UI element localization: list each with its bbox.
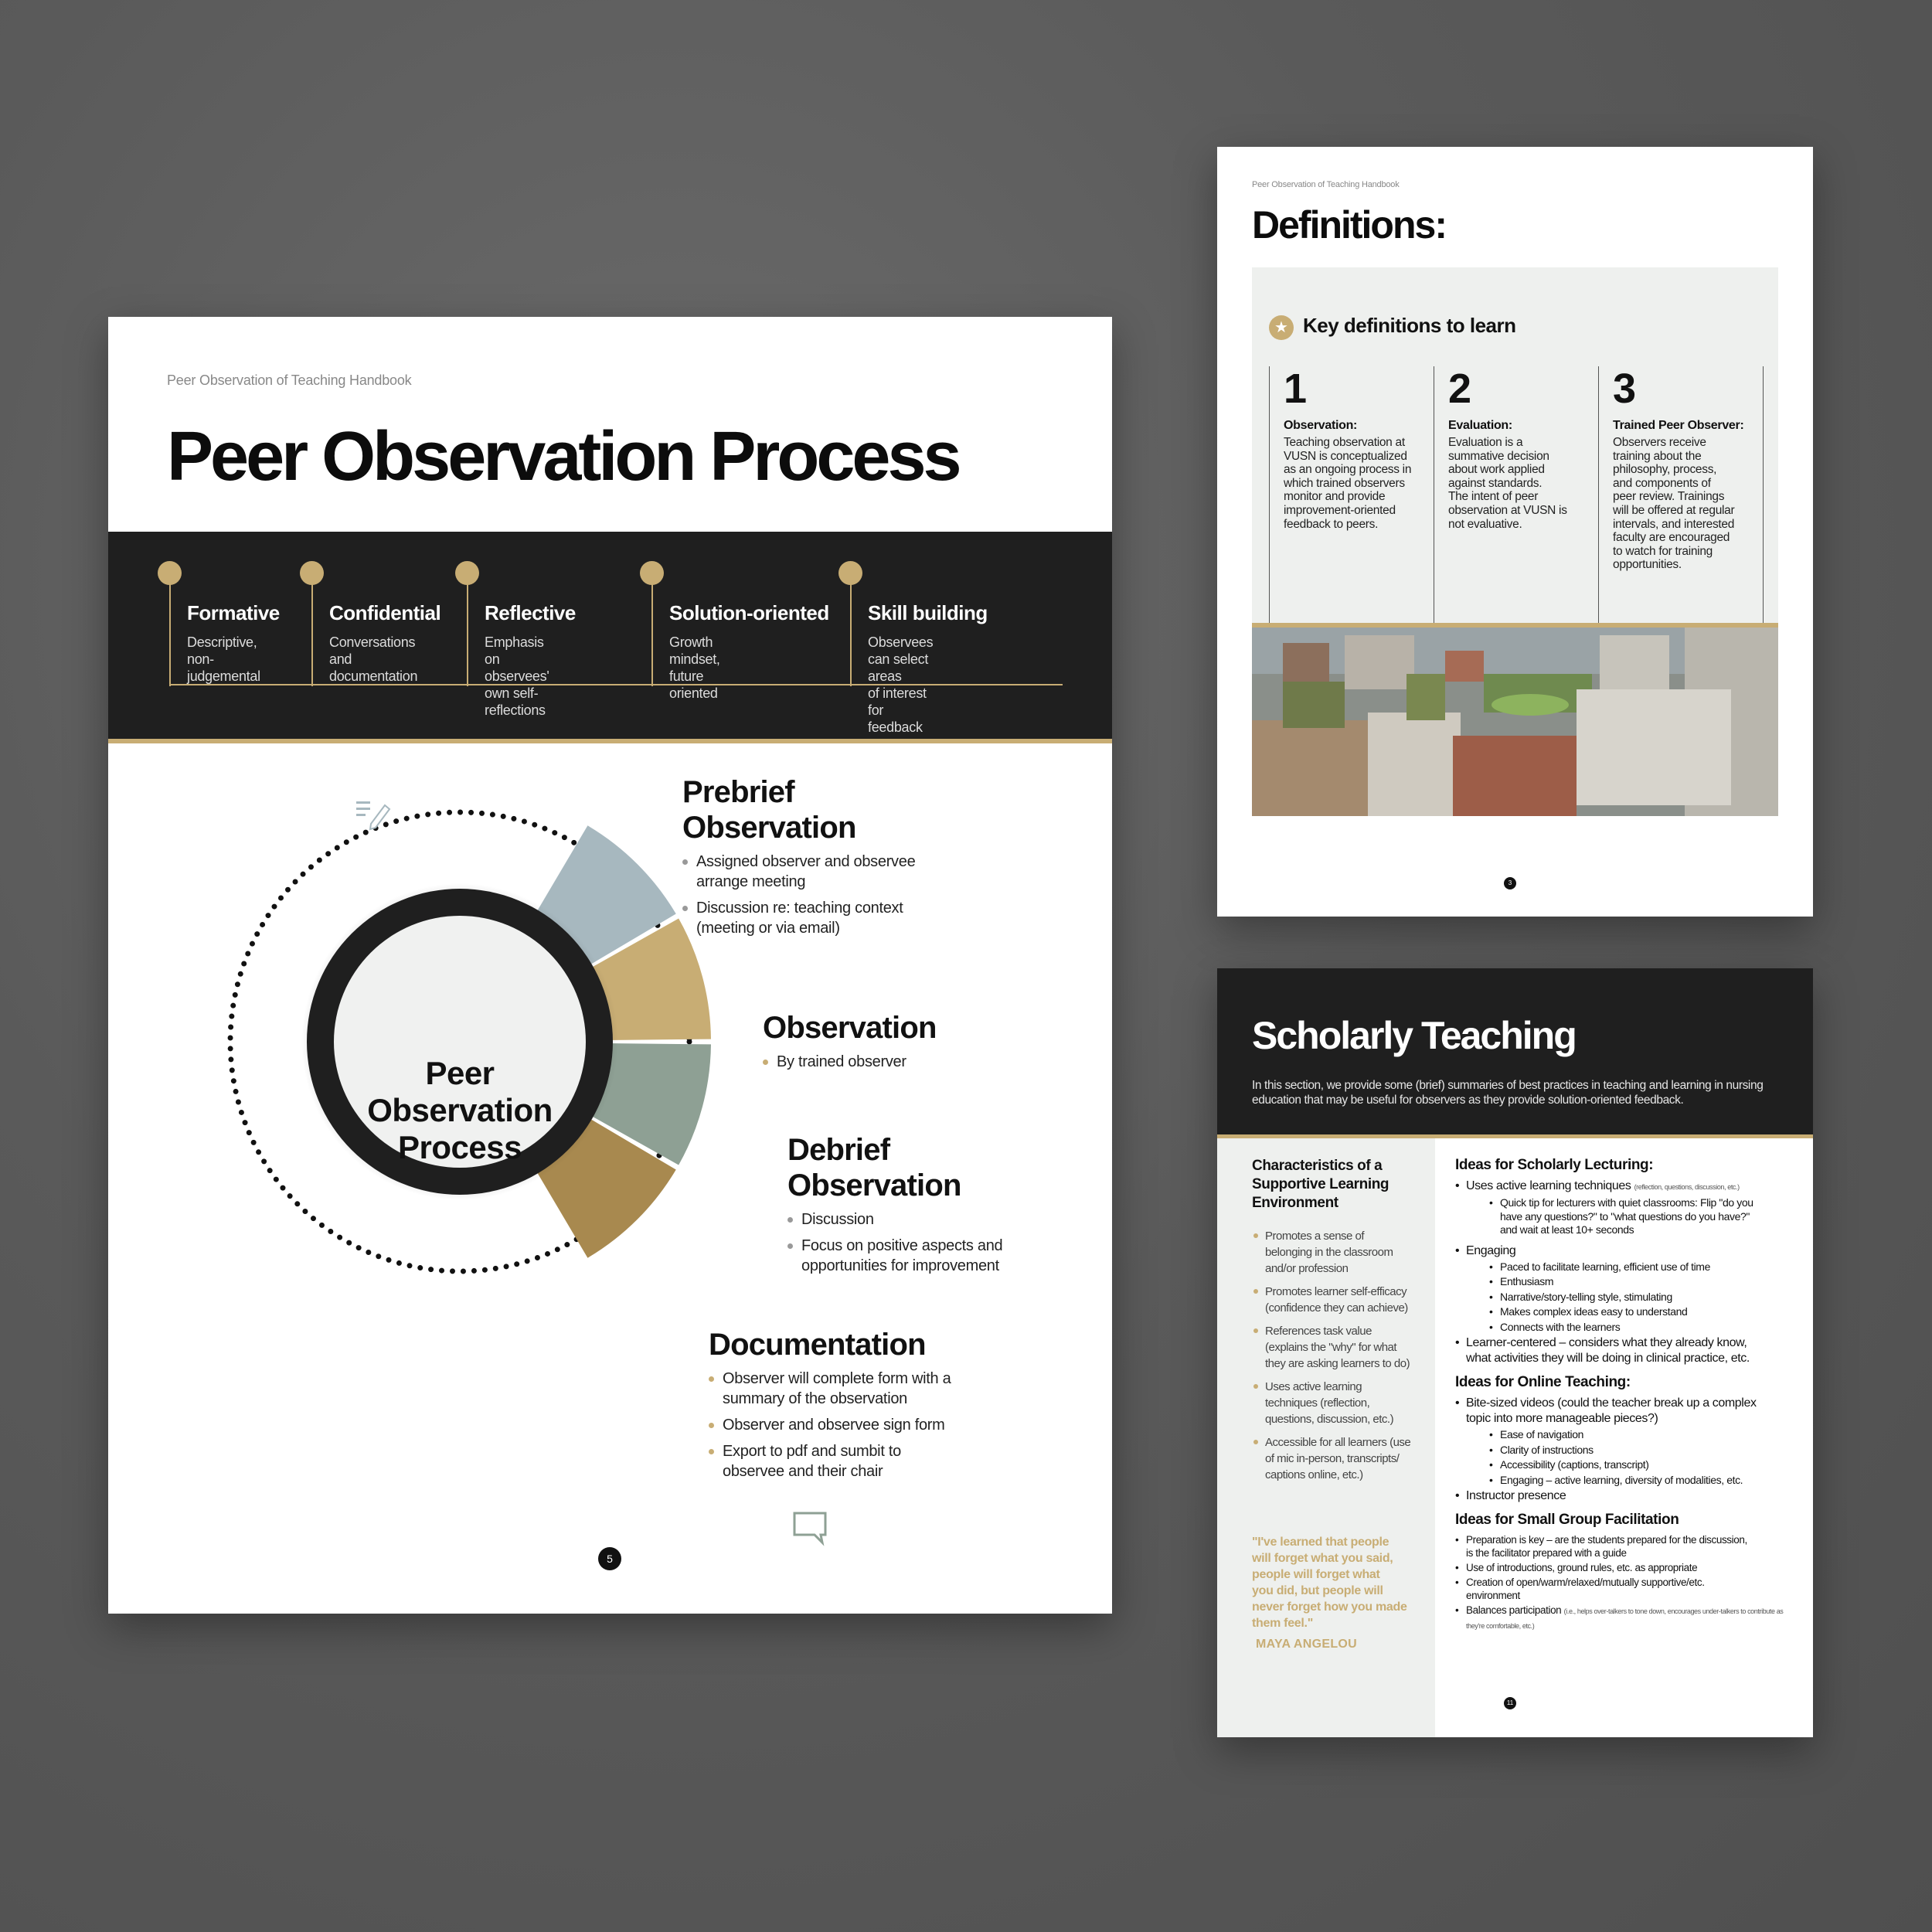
principle-title: Formative bbox=[187, 601, 280, 624]
definition-observation bbox=[1269, 366, 1434, 626]
list-subitem: • Connects with the learners bbox=[1455, 1321, 1795, 1335]
step-debrief bbox=[787, 1132, 1002, 1282]
list-item: • Use of introductions, ground rules, etc. as appropriate bbox=[1455, 1561, 1795, 1574]
principle-desc: Observees can select areas of interest for feedback bbox=[868, 634, 934, 735]
step-bullet: Assigned observer and observee arrange meeting bbox=[682, 852, 915, 892]
list-subitem: • Narrative/story-telling style, stimulating bbox=[1455, 1291, 1795, 1304]
chat-bubbles-icon bbox=[773, 1513, 825, 1553]
definition-text: Evaluation is a summative decision about work applied against standards. The intent of peer observation at VUSN is not evaluative. bbox=[1448, 436, 1567, 531]
cycle-center-label: Peer Observation Process bbox=[367, 1055, 553, 1165]
item-note: (i.e., helps over-talkers to tone down, encourages under-talkers to contribute as they're comfortable, etc.) bbox=[1466, 1607, 1784, 1630]
list-subitem: • Accessibility (captions, transcript) bbox=[1455, 1458, 1795, 1472]
principle-title: Confidential bbox=[329, 601, 441, 624]
item-text: Uses active learning techniques bbox=[1466, 1179, 1631, 1192]
page-number: 11 bbox=[1504, 1697, 1516, 1709]
page-title: Peer Observation Process bbox=[167, 418, 959, 495]
star-icon: ★ bbox=[1269, 315, 1294, 340]
list-item: Promotes learner self-efficacy (confidence they can achieve) bbox=[1252, 1284, 1430, 1316]
sidebar-title: Characteristics of a Supportive Learning Environment bbox=[1252, 1158, 1389, 1211]
step-bullet: Discussion bbox=[787, 1209, 1002, 1230]
definition-evaluation bbox=[1434, 366, 1598, 626]
definition-number: 2 bbox=[1448, 366, 1472, 412]
running-head: Peer Observation of Teaching Handbook bbox=[1252, 180, 1400, 189]
definition-term: Evaluation: bbox=[1448, 419, 1512, 432]
step-prebrief bbox=[682, 774, 915, 944]
list-item: Promotes a sense of belonging in the classroom and/or profession bbox=[1252, 1228, 1430, 1277]
principle-desc: Conversations and documentation bbox=[329, 634, 418, 684]
principle-desc: Emphasis on observees' own self-reflections bbox=[485, 634, 549, 718]
principle-title: Solution-oriented bbox=[669, 601, 829, 624]
pin-stem bbox=[850, 578, 852, 686]
section-heading: Ideas for Small Group Facilitation bbox=[1455, 1512, 1679, 1528]
scholarly-title: Scholarly Teaching bbox=[1252, 1014, 1576, 1057]
definitions-page bbox=[1217, 147, 1813, 917]
step-bullet: By trained observer bbox=[763, 1052, 937, 1072]
pull-quote: "I've learned that people will forget what you said, people will forget what you did, but people will never forget how you made them feel." bbox=[1252, 1536, 1407, 1630]
section-heading: Ideas for Online Teaching: bbox=[1455, 1374, 1631, 1390]
quote-author: MAYA ANGELOU bbox=[1256, 1638, 1358, 1651]
step-bullet: Observer and observee sign form bbox=[709, 1415, 951, 1435]
step-title: Documentation bbox=[709, 1328, 926, 1362]
step-title: Prebrief Observation bbox=[682, 775, 856, 845]
list-item: • Preparation is key – are the students prepared for the discussion, is the facilitator prepared with a guide bbox=[1455, 1533, 1795, 1560]
principle-desc: Growth mindset, future oriented bbox=[669, 634, 720, 701]
list-item: • Instructor presence bbox=[1455, 1488, 1795, 1504]
sidebar-list bbox=[1252, 1228, 1430, 1490]
principle-desc: Descriptive, non-judgemental bbox=[187, 634, 260, 684]
step-documentation bbox=[709, 1327, 951, 1488]
list-item: • Bite-sized videos (could the teacher break up a complex topic into more manageable pieces?) bbox=[1455, 1396, 1795, 1427]
step-bullet: Observer will complete form with a summary of the observation bbox=[709, 1369, 951, 1409]
list-subitem: • Engaging – active learning, diversity of modalities, etc. bbox=[1455, 1474, 1795, 1488]
principle-title: Skill building bbox=[868, 601, 988, 624]
pin-stem bbox=[467, 578, 468, 686]
definition-term: Observation: bbox=[1284, 419, 1358, 432]
step-bullet: Export to pdf and sumbit to observee and their chair bbox=[709, 1441, 951, 1481]
list-item: • Learner-centered – considers what they already know, what activities they will be doing in clinical practice, etc. bbox=[1455, 1335, 1795, 1366]
definition-trained-peer-observer bbox=[1598, 366, 1764, 626]
pin-stem bbox=[311, 578, 313, 686]
step-observation bbox=[763, 1010, 937, 1078]
page-number: 3 bbox=[1504, 877, 1516, 889]
definitions-panel bbox=[1252, 267, 1778, 623]
step-bullet: Discussion re: teaching context (meeting or via email) bbox=[682, 898, 915, 938]
page-number: 5 bbox=[598, 1547, 621, 1570]
pin-stem bbox=[651, 578, 653, 686]
definition-text: Observers receive training about the philosophy, process, and components of peer review. Trainings will be offered at regular intervals, and interested faculty are encouraged to watch for training opportunities. bbox=[1613, 436, 1735, 572]
list-subitem: • Enthusiasm bbox=[1455, 1275, 1795, 1289]
process-page bbox=[108, 317, 1112, 1614]
running-head: Peer Observation of Teaching Handbook bbox=[167, 372, 412, 388]
list-item: References task value (explains the "why" for what they are asking learners to do) bbox=[1252, 1323, 1430, 1372]
section-heading: Ideas for Scholarly Lecturing: bbox=[1455, 1157, 1654, 1173]
list-item: • Creation of open/warm/relaxed/mutually supportive/etc. environment bbox=[1455, 1576, 1795, 1602]
list-subitem: • Makes complex ideas easy to understand bbox=[1455, 1305, 1795, 1319]
step-bullet: Focus on positive aspects and opportunities for improvement bbox=[787, 1236, 1002, 1276]
item-text: Balances participation bbox=[1466, 1604, 1562, 1616]
pin-stem bbox=[169, 578, 171, 686]
definition-number: 1 bbox=[1284, 366, 1308, 412]
key-heading: Key definitions to learn bbox=[1303, 314, 1516, 337]
campus-photo bbox=[1252, 628, 1778, 816]
ideas-column bbox=[1455, 1157, 1795, 1641]
definition-number: 3 bbox=[1613, 366, 1637, 412]
list-subitem: • Ease of navigation bbox=[1455, 1428, 1795, 1442]
list-item bbox=[1455, 1604, 1795, 1633]
item-note: (reflection, questions, discussion, etc.) bbox=[1634, 1183, 1740, 1191]
list-item bbox=[1455, 1179, 1795, 1195]
list-subitem: • Paced to facilitate learning, efficient use of time bbox=[1455, 1260, 1795, 1274]
timeline-rule bbox=[170, 684, 1063, 685]
list-subitem: • Clarity of instructions bbox=[1455, 1444, 1795, 1458]
principle-title: Reflective bbox=[485, 601, 576, 624]
scholarly-intro: In this section, we provide some (brief) summaries of best practices in teaching and learning in nursing education that may be useful for observers as they provide solution-oriented feedback. bbox=[1252, 1079, 1764, 1107]
definition-term: Trained Peer Observer: bbox=[1613, 419, 1744, 432]
definition-text: Teaching observation at VUSN is conceptualized as an ongoing process in which trained observers monitor and provide improvement-oriented feedback to peers. bbox=[1284, 436, 1412, 531]
list-item: Accessible for all learners (use of mic in-person, transcripts/ captions online, etc.) bbox=[1252, 1434, 1430, 1483]
definitions-title: Definitions: bbox=[1252, 203, 1446, 247]
scholarly-teaching-page bbox=[1217, 968, 1813, 1737]
step-title: Debrief Observation bbox=[787, 1133, 961, 1202]
list-subitem: • Quick tip for lecturers with quiet classrooms: Flip "do you have any questions?" to "what questions do you have?" and wait at least 10+ seconds bbox=[1455, 1196, 1795, 1237]
list-item: • Engaging bbox=[1455, 1243, 1795, 1259]
principles-band bbox=[108, 532, 1112, 739]
list-item: Uses active learning techniques (reflection, questions, discussion, etc.) bbox=[1252, 1379, 1430, 1427]
step-title: Observation bbox=[763, 1011, 937, 1045]
